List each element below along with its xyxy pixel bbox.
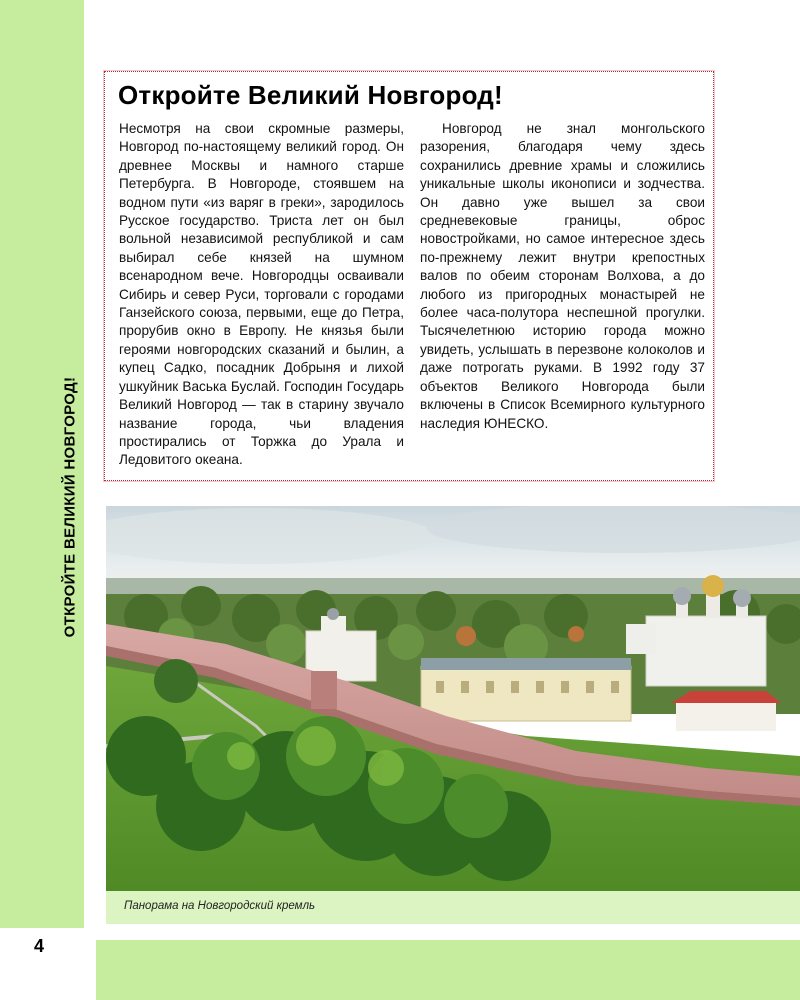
section-title-vertical: ОТКРОЙТЕ ВЕЛИКИЙ НОВГОРОД! xyxy=(61,376,79,638)
article-paragraph-right: Новгород не знал монгольского разорения, благодаря чему здесь сохранились древние храмы и сложились уникальные школы иконописи и зодчества. Он давно уже вышел за свои средневековые границы, оброс новостройками, но самое интересное здесь по-прежнему лежит внутри крепостных валов по обеим сторонам Волхова, а до любого из пригородных монастырей не более часа-полутора неспешной прогулки. Тысячелетнюю историю города можно увидеть, услышать в перезвоне колоколов и даже потрогать руками. В 1992 году 37 объектов Великого Новгорода были включены в Список Всемирного культурного наследия ЮНЕСКО. xyxy=(420,121,705,431)
article-paragraph-left: Несмотря на свои скромные размеры, Новгород по-настоящему великий город. Он древнее Москвы и намного старше Петербурга. В Новгороде, стоявшем на водном пути «из варяг в греки», зародилось Русское государство. Триста лет он был вольной независимой республикой и сам выбирал себе князей на шумном всенародном вече. Новгородцы осваивали Сибирь и север Руси, торговали с городами Ганзейского союза, первыми, еще до Петра, прорубив окно в Европу. Не князья были героями новгородских сказаний и былин, а купец Садко, посадник Добрыня и лихой ушкуйник Васька Буслай. Господин Государь Великий Новгород — так в старину звучало название города, чьи владения простирались от Торжка до Урала и Ледовитого океана. xyxy=(119,121,404,468)
page-number: 4 xyxy=(34,936,45,956)
page-number-box xyxy=(0,928,96,1000)
article-title: Откройте Великий Новгород! xyxy=(118,80,503,110)
bottom-band xyxy=(96,940,800,1000)
article-column-left xyxy=(119,120,404,470)
article-column-right xyxy=(420,120,705,433)
kremlin-panorama-photo xyxy=(106,506,800,891)
photo-caption: Панорама на Новгородский кремль xyxy=(124,900,316,912)
